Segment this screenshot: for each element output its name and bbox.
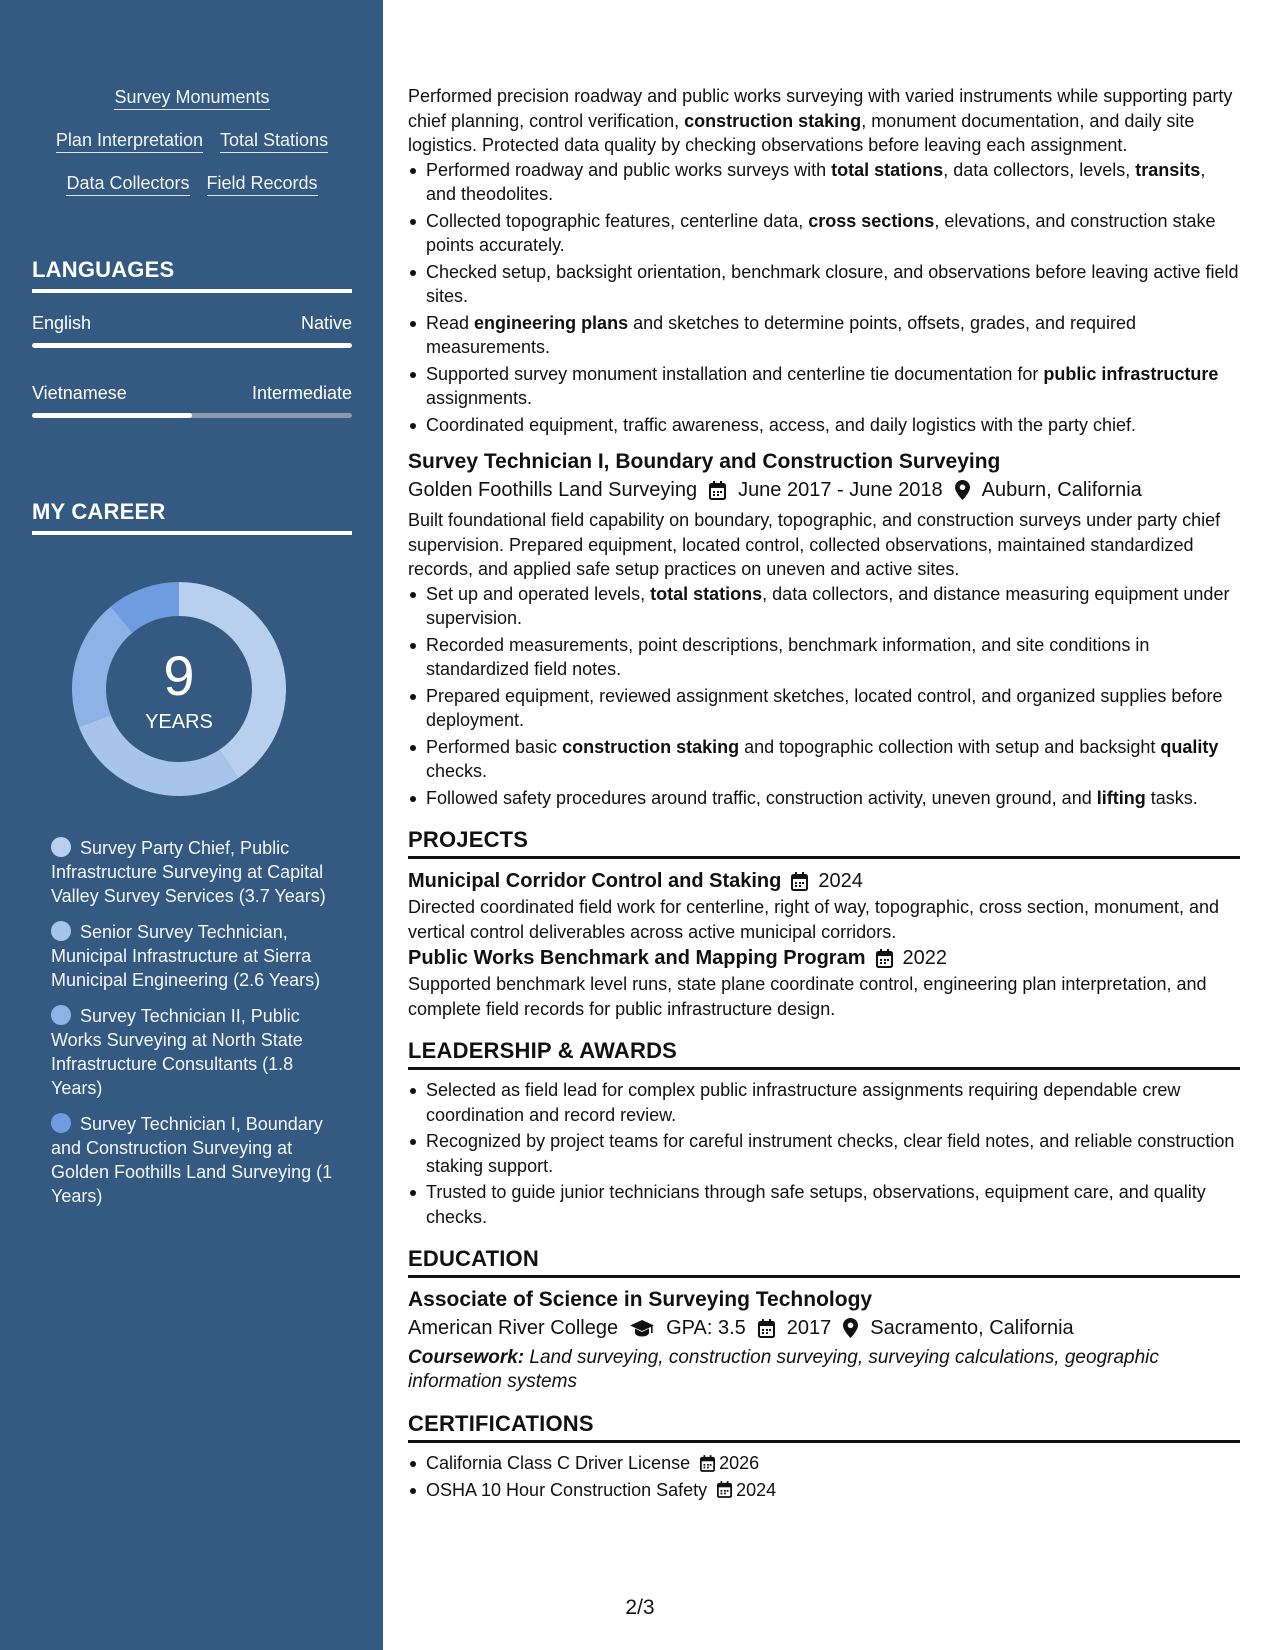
career-item <box>51 1004 341 1100</box>
language-bar-fill <box>32 413 192 418</box>
coursework-label: Coursework: <box>408 1347 525 1368</box>
career-item-text: Survey Technician I, Boundary and Construction Surveying at Golden Foothills Land Surveying (1 Years) <box>51 1114 333 1206</box>
education-gpa: GPA: 3.5 <box>666 1317 746 1339</box>
map-pin-icon <box>955 480 970 500</box>
project-title-row <box>408 944 1240 972</box>
certification-year: 2024 <box>736 1479 777 1500</box>
career-legend-dot <box>51 1005 71 1025</box>
skill-row <box>32 86 352 110</box>
career-total-years: 9 <box>163 644 195 707</box>
bullet-item: Recorded measurements, point descriptions, benchmark information, and site conditions in standardized field notes. <box>408 633 1240 682</box>
bullet-item: Coordinated equipment, traffic awareness, access, and daily logistics with the party chief. <box>408 413 1240 438</box>
bullet-item: Performed roadway and public works surveys with total stations, data collectors, levels, transits, and theodolites. <box>408 158 1240 207</box>
language-bar <box>32 343 352 348</box>
leadership-bullets <box>408 1078 1240 1229</box>
skill-tag: Survey Monuments <box>114 86 269 110</box>
page-number: 2/3 <box>625 1596 655 1619</box>
career-item-text: Senior Survey Technician, Municipal Infrastructure at Sierra Municipal Engineering (2.6 Years) <box>51 922 321 990</box>
project-year: 2022 <box>902 947 947 969</box>
job-bullets <box>408 158 1240 438</box>
job-bullets <box>408 582 1240 811</box>
bullet-item: Followed safety procedures around traffic, construction activity, uneven ground, and lifting tasks. <box>408 786 1240 811</box>
project-title: Municipal Corridor Control and Staking <box>408 870 782 892</box>
skill-row <box>32 129 352 153</box>
bullet-item: Recognized by project teams for careful instrument checks, clear field notes, and reliable construction staking support. <box>408 1129 1240 1178</box>
project-title-row <box>408 867 1240 895</box>
career-list <box>51 836 341 1220</box>
language-bar <box>32 413 352 418</box>
skill-tag: Plan Interpretation <box>56 129 203 153</box>
certification-item <box>408 1451 1240 1476</box>
job-summary: Performed precision roadway and public works surveying with varied instruments while supporting party chief planning, control verification, construction staking, monument documentation, and daily site logistics. Protected data quality by checking observations before leaving each assignment. <box>408 86 1233 155</box>
bullet-item: Performed basic construction staking and topographic collection with setup and backsight quality checks. <box>408 735 1240 784</box>
certifications-list <box>408 1451 1240 1502</box>
language-bar-fill <box>32 343 352 348</box>
bullet-item: Set up and operated levels, total stations, data collectors, and distance measuring equipment under supervision. <box>408 582 1240 631</box>
job-meta <box>408 476 1240 504</box>
education-meta <box>408 1314 1240 1342</box>
job-summary: Built foundational field capability on boundary, topographic, and construction surveys under party chief supervision. Prepared equipment, located control, collected observations, maintained standardized records, and applied safe setup practices on uneven and active sites. <box>408 510 1221 579</box>
career-item <box>51 1112 341 1208</box>
job-dates: June 2017 - June 2018 <box>738 479 943 501</box>
job-title: Survey Technician I, Boundary and Construction Surveying <box>408 450 1001 473</box>
language-row <box>32 313 352 334</box>
bullet-item: Supported survey monument installation and centerline tie documentation for public infrastructure assignments. <box>408 362 1240 411</box>
career-legend-dot <box>51 837 71 857</box>
calendar-icon <box>717 1481 732 1498</box>
career-item-text: Survey Technician II, Public Works Surveying at North State Infrastructure Consultants (1.8 Years) <box>51 1006 303 1098</box>
calendar-icon <box>758 1319 775 1338</box>
map-pin-icon <box>843 1318 858 1338</box>
language-level: Intermediate <box>251 383 352 403</box>
projects-heading: PROJECTS <box>408 826 1240 859</box>
language-name: Vietnamese <box>32 383 127 403</box>
skill-tag: Total Stations <box>220 129 328 153</box>
language-name: English <box>32 313 92 333</box>
coursework-text: Land surveying, construction surveying, surveying calculations, geographic information systems <box>408 1347 1159 1392</box>
language-row <box>32 383 352 404</box>
coursework <box>408 1346 1240 1394</box>
calendar-icon <box>709 481 726 500</box>
calendar-icon <box>876 949 893 968</box>
bullet-item: Read engineering plans and sketches to determine points, offsets, grades, and required measurements. <box>408 311 1240 360</box>
career-legend-dot <box>51 921 71 941</box>
job-company: Golden Foothills Land Surveying <box>408 479 698 501</box>
main-content <box>408 84 1240 1504</box>
bullet-item: Selected as field lead for complex public infrastructure assignments requiring dependable crew coordination and record review. <box>408 1078 1240 1127</box>
project-year: 2024 <box>818 870 863 892</box>
skill-row <box>32 172 352 196</box>
career-item <box>51 920 341 992</box>
bullet-item: Collected topographic features, centerline data, cross sections, elevations, and construction stake points accurately. <box>408 209 1240 258</box>
job-location: Auburn, California <box>981 479 1142 501</box>
bullet-item: Prepared equipment, reviewed assignment sketches, located control, and organized supplies before deployment. <box>408 684 1240 733</box>
certification-year: 2026 <box>719 1453 760 1473</box>
skills-list <box>32 86 352 215</box>
language-level: Native <box>300 313 352 333</box>
certification-name: California Class C Driver License <box>426 1453 691 1473</box>
languages-heading: LANGUAGES <box>32 257 352 293</box>
education-location: Sacramento, California <box>870 1317 1074 1339</box>
certifications-heading: CERTIFICATIONS <box>408 1410 1240 1443</box>
career-item <box>51 836 341 908</box>
career-donut-chart <box>64 574 294 804</box>
sidebar <box>0 0 383 1650</box>
certification-name: OSHA 10 Hour Construction Safety <box>426 1479 708 1500</box>
career-item-text: Survey Party Chief, Public Infrastructure Surveying at Capital Valley Survey Services (3.7 Years) <box>51 838 326 906</box>
certification-item <box>408 1478 1240 1503</box>
calendar-icon <box>791 872 808 891</box>
skill-tag: Field Records <box>207 172 318 196</box>
career-legend-dot <box>51 1113 71 1133</box>
degree-title: Associate of Science in Surveying Technology <box>408 1288 873 1311</box>
bullet-item: Trusted to guide junior technicians through safe setups, observations, equipment care, and quality checks. <box>408 1180 1240 1229</box>
skill-tag: Data Collectors <box>66 172 189 196</box>
project-description: Supported benchmark level runs, state plane coordinate control, engineering plan interpretation, and complete field records for public infrastructure design. <box>408 974 1207 1019</box>
education-year: 2017 <box>786 1317 832 1339</box>
project-title: Public Works Benchmark and Mapping Program <box>408 947 866 969</box>
career-heading: MY CAREER <box>32 499 352 535</box>
career-years-label: YEARS <box>145 711 213 733</box>
education-heading: EDUCATION <box>408 1245 1240 1278</box>
school-name: American River College <box>408 1317 619 1339</box>
bullet-item: Checked setup, backsight orientation, benchmark closure, and observations before leaving active field sites. <box>408 260 1240 309</box>
calendar-icon <box>700 1455 715 1472</box>
leadership-heading: LEADERSHIP & AWARDS <box>408 1037 1240 1070</box>
graduation-cap-icon <box>630 1320 654 1337</box>
project-description: Directed coordinated field work for centerline, right of way, topographic, cross section, monument, and vertical control deliverables across active municipal corridors. <box>408 897 1220 942</box>
